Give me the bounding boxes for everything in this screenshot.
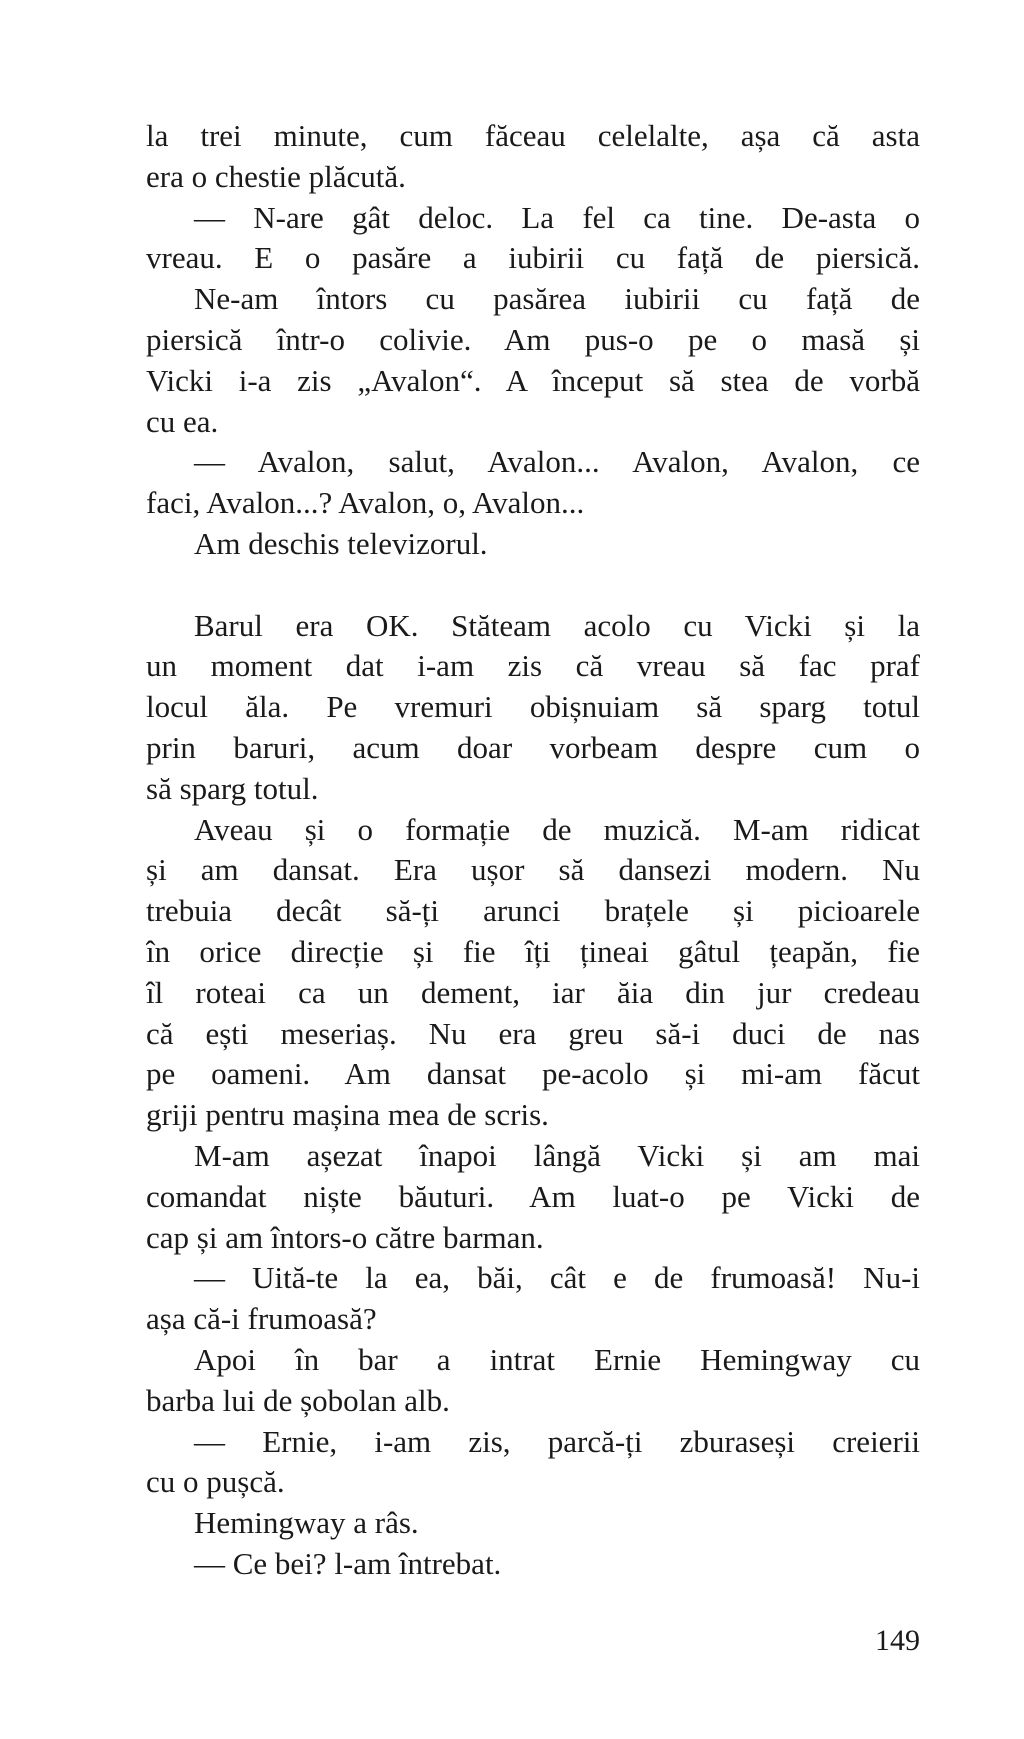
text-line: și am dansat. Era ușor să dansezi modern. Nu xyxy=(146,852,920,888)
text-line: cu o pușcă. xyxy=(146,1464,285,1500)
page-body-text xyxy=(146,116,920,1585)
text-line: — Ce bei? l-am întrebat. xyxy=(194,1545,502,1581)
text-line: cap și am întors-o către barman. xyxy=(146,1219,544,1255)
text-line: prin baruri, acum doar vorbeam despre cum o xyxy=(146,729,920,765)
text-line: era o chestie plăcută. xyxy=(146,158,406,194)
text-line: M-am așezat înapoi lângă Vicki și am mai xyxy=(194,1137,920,1173)
text-line: — Avalon, salut, Avalon... Avalon, Avalon, ce xyxy=(194,444,920,480)
text-line: barba lui de șobolan alb. xyxy=(146,1382,450,1418)
text-line: Barul era OK. Stăteam acolo cu Vicki și la xyxy=(194,607,920,643)
text-line: Aveau și o formație de muzică. M-am ridicat xyxy=(194,811,920,847)
text-line: Vicki i-a zis „Avalon“. A început să stea de vorbă xyxy=(146,362,920,398)
text-line: pe oameni. Am dansat pe-acolo și mi-am făcut xyxy=(146,1056,920,1092)
text-line: comandat niște băuturi. Am luat-o pe Vicki de xyxy=(146,1178,920,1214)
text-line: la trei minute, cum făceau celelalte, așa că asta xyxy=(146,118,920,153)
text-line: griji pentru mașina mea de scris. xyxy=(146,1097,549,1133)
text-line: Apoi în bar a intrat Ernie Hemingway cu xyxy=(194,1341,920,1377)
text-line: un moment dat i-am zis că vreau să fac praf xyxy=(146,648,920,684)
text-line: Ne-am întors cu pasărea iubirii cu față de xyxy=(194,281,920,317)
text-line: că ești meseriaș. Nu era greu să-i duci de nas xyxy=(146,1015,920,1051)
text-line: — N-are gât deloc. La fel ca tine. De-asta o xyxy=(194,199,920,235)
text-line: Am deschis televizorul. xyxy=(194,525,488,561)
text-line: faci, Avalon...? Avalon, o, Avalon... xyxy=(146,485,585,521)
page-number: 149 xyxy=(875,1624,920,1657)
text-line: — Uită-te la ea, băi, cât e de frumoasă! Nu-i xyxy=(194,1260,920,1296)
text-line: cu ea. xyxy=(146,403,219,439)
text-line: în orice direcție și fie îți țineai gâtul țeapăn, fie xyxy=(146,933,920,969)
text-line: trebuia decât să-ți arunci brațele și picioarele xyxy=(146,893,920,929)
text-line: locul ăla. Pe vremuri obișnuiam să sparg totul xyxy=(146,689,920,725)
text-line: piersică într-o colivie. Am pus-o pe o masă și xyxy=(146,321,920,357)
text-line: îl roteai ca un dement, iar ăia din jur credeau xyxy=(146,974,920,1010)
blank-line xyxy=(146,565,920,606)
text-line: așa că-i frumoasă? xyxy=(146,1301,377,1337)
text-line: — Ernie, i-am zis, parcă-ți zburaseși creierii xyxy=(194,1423,920,1459)
text-line: să sparg totul. xyxy=(146,770,319,806)
text-line: vreau. E o pasăre a iubirii cu față de piersică. xyxy=(146,240,920,276)
text-line: Hemingway a râs. xyxy=(194,1505,419,1541)
